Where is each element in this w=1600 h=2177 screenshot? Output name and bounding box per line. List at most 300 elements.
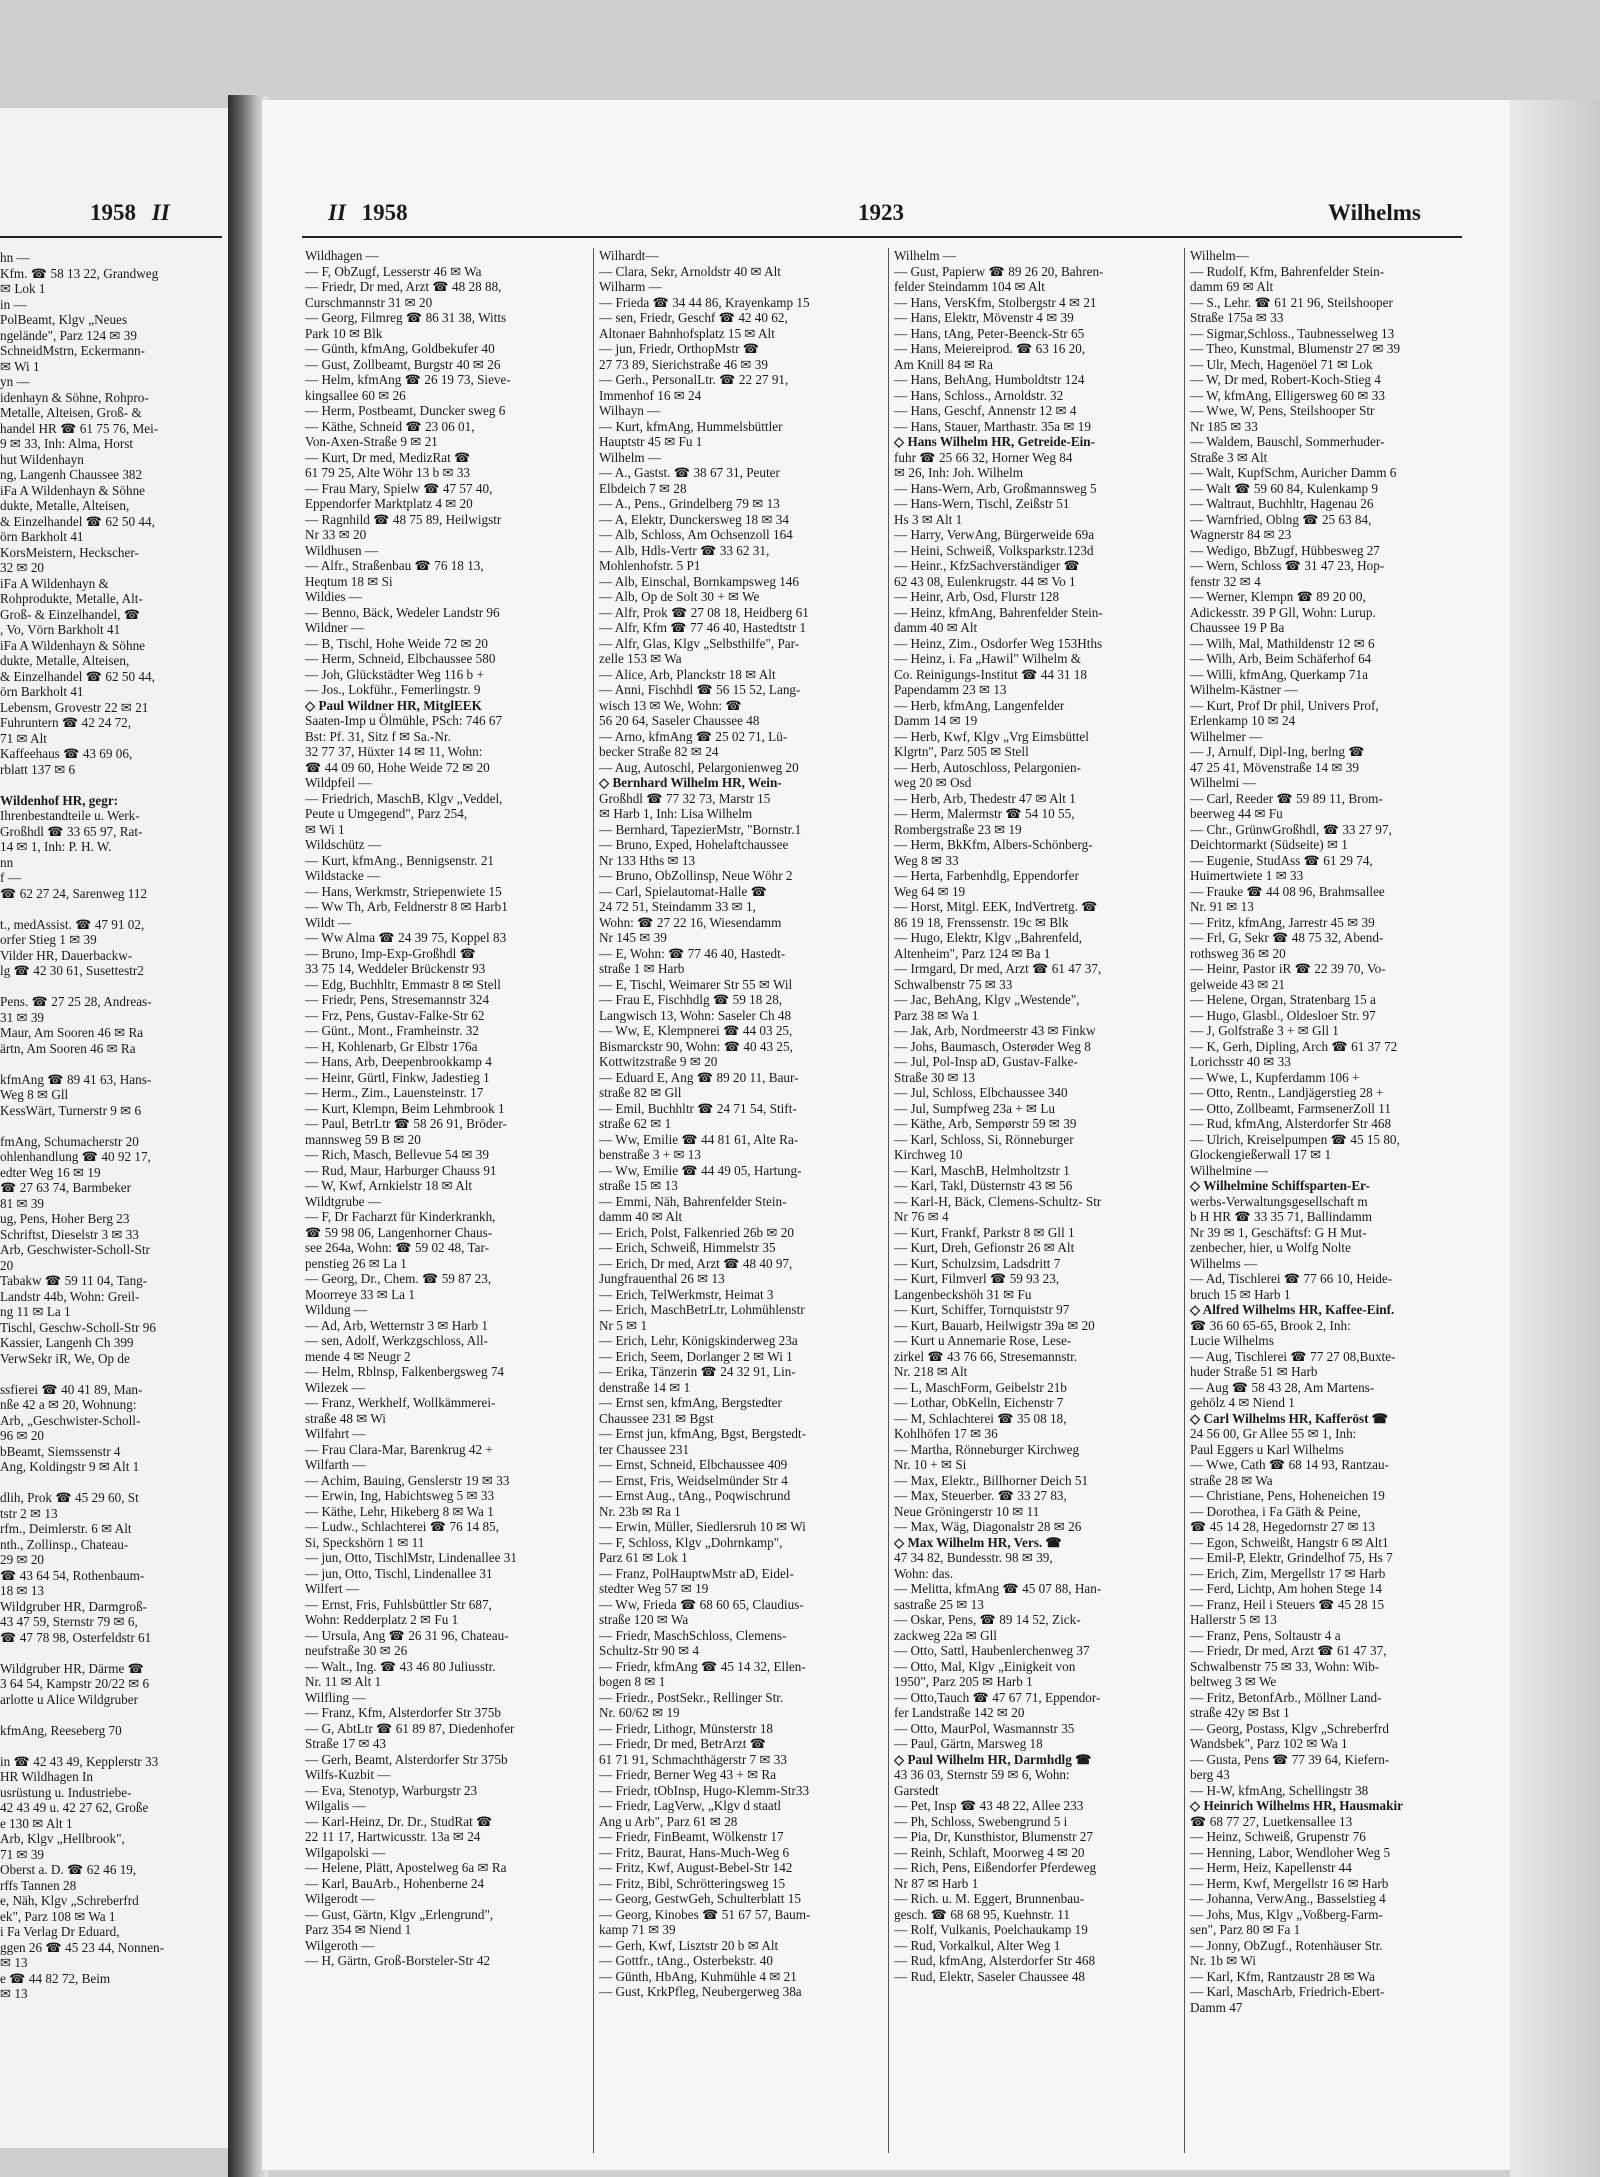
directory-entry-line: Wilhelm-Kästner — [1190,682,1298,697]
directory-entry-line: Straße 30 ✉ 13 [894,1069,976,1085]
directory-entry-line: — Eva, Stenotyp, Warburgstr 23 [305,1782,478,1798]
directory-entry-line: kfmAng ☎ 89 41 63, Hans- [0,1071,152,1087]
directory-entry-line: — Ulr, Mech, Hagenöel 71 ✉ Lok [1190,356,1373,372]
directory-entry-line: beltweg 3 ✉ We [1190,1674,1277,1689]
directory-entry-line: Arb, Geschwister-Scholl-Str [0,1242,150,1257]
directory-entry-line: — Sigmar,Schloss., Taubnesselweg 13 [1190,325,1395,341]
directory-entry-line: — Benno, Bäck, Wedeler Landstr 96 [305,604,500,620]
directory-entry-line: Jungfrauenthal 26 ✉ 13 [599,1271,725,1286]
directory-entry-line: — Kurt u Annemarie Rose, Lese- [894,1333,1072,1348]
directory-entry-line: ◇ Heinrich Wilhelms HR, Hausmakir [1190,1798,1403,1813]
directory-entry-line: 29 ✉ 20 [0,1552,45,1567]
directory-entry-line: b H HR ☎ 33 35 71, Ballindamm [1190,1209,1372,1224]
directory-entry-line: zelle 153 ✉ Wa [599,651,682,666]
directory-entry-line: — Käthe, Arb, Sempørstr 59 ✉ 39 [894,1116,1077,1131]
directory-entry-line [0,979,222,995]
directory-entry-line: — Gerh., PersonalLtr. ☎ 22 27 91, [599,372,789,387]
directory-entry-line: ☎ 36 60 65-65, Brook 2, Inh: [1190,1317,1351,1333]
directory-column-2 [599,248,883,2158]
directory-entry-line: — Walt, KupfSchm, Auricher Damm 6 [1190,465,1397,480]
directory-entry-line: Kfm. ☎ 58 13 22, Grandweg [0,265,159,281]
column-divider-1 [593,248,594,2153]
directory-entry-line: — Georg, Dr., Chem. ☎ 59 87 23, [305,1271,492,1286]
directory-entry-line [0,901,222,917]
directory-entry-line: — Helene, Organ, Stratenbarg 15 a [1190,992,1376,1007]
directory-entry-line: Glockengießerwall 17 ✉ 1 [1190,1147,1332,1162]
directory-entry-line: ✉ Wi 1 [0,358,40,374]
directory-entry-line: — Willi, kfmAng, Querkamp 71a [1190,666,1368,682]
directory-entry-line: 1950", Parz 205 ✉ Harb 1 [894,1674,1033,1689]
directory-entry-line: 96 ✉ 20 [0,1428,45,1443]
directory-entry-line: Wildenhof HR, gegr: [0,792,119,808]
directory-entry-line: — Egon, Schweißt, Hangstr 6 ✉ Alt1 [1190,1534,1389,1550]
directory-entry-line: Wilharm — [599,279,662,294]
directory-entry-line: straße 82 ✉ Gll [599,1085,682,1100]
directory-entry-line: rblatt 137 ✉ 6 [0,761,76,777]
directory-entry-line: Schwalbenstr 75 ✉ 33, Wohn: Wib- [1190,1658,1380,1674]
directory-entry-line: — Ww, Frieda ☎ 68 60 65, Claudius- [599,1596,804,1612]
directory-entry-line: — Georg, Kinobes ☎ 51 67 57, Baum- [599,1906,811,1922]
directory-entry-line: Bst: Pf. 31, Sitz f ✉ Sa.-Nr. [305,728,451,744]
directory-entry-line: Wilfahrt — [305,1426,366,1441]
directory-entry-line: — W, Dr med, Robert-Koch-Stieg 4 [1190,372,1381,387]
directory-entry-line: — Walt., Ing. ☎ 43 46 80 Juliusstr. [305,1658,496,1674]
directory-entry-line: rfm., Deimlerstr. 6 ✉ Alt [0,1521,132,1536]
directory-entry-line: 43 47 59, Sternstr 79 ✉ 6, [0,1614,138,1629]
directory-entry-line: dlih, Prok ☎ 45 29 60, St [0,1490,139,1505]
directory-entry-line: — Wwe, Cath ☎ 68 14 93, Rantzau- [1190,1457,1389,1472]
directory-entry-line: ◇ Hans Wilhelm HR, Getreide-Ein- [894,434,1095,449]
directory-entry-line: — Otto, Sattl, Haubenlerchenweg 37 [894,1643,1090,1658]
directory-entry-line: — Friedr, tObInsp, Hugo-Klemm-Str33 [599,1782,810,1798]
directory-entry-line: f — [0,870,21,885]
directory-entry-line: — Alb, Hdls-Vertr ☎ 33 62 31, [599,542,770,558]
directory-entry-line: Wilhelm — [599,449,662,465]
directory-entry-line: Tabakw ☎ 59 11 04, Tang- [0,1273,148,1288]
directory-entry-line: — Rich, Pens, Eißendorfer Pferdeweg [894,1860,1097,1875]
directory-entry-line: — Alb, Op de Solt 30 + ✉ We [599,589,760,604]
directory-entry-line: — Jac, BehAng, Klgv „Westende", [894,992,1080,1007]
directory-entry-line: straße 15 ✉ 13 [599,1178,678,1193]
directory-entry-line [0,1645,222,1661]
directory-entry-line: — jun, Otto, TischlMstr, Lindenallee 31 [305,1550,517,1565]
directory-entry-line: — Heinz, kfmAng, Bahrenfelder Stein- [894,604,1103,620]
directory-entry-line: Wohn: ☎ 27 22 16, Wiesendamm [599,914,782,930]
directory-entry-line: — Wwe, L, Kupferdamm 106 + [1190,1069,1360,1085]
directory-entry-line: 9 ✉ 33, Inh: Alma, Horst [0,436,134,451]
directory-entry-line: beerweg 44 ✉ Fu [1190,806,1283,821]
directory-entry-line: Wildstacke — [305,868,381,883]
directory-entry-line: Hauptstr 45 ✉ Fu 1 [599,434,703,449]
directory-entry-line: — Alfr, Glas, Klgv „Selbsthilfe", Par- [599,635,800,651]
directory-entry-line: weg 20 ✉ Osd [894,775,972,790]
left-page [0,108,228,2148]
directory-entry-line: Wildies — [305,589,362,604]
directory-entry-line: — Rud, Vorkalkul, Alter Weg 1 [894,1937,1061,1953]
directory-entry-line: Rombergstraße 23 ✉ 19 [894,821,1022,837]
directory-entry-line: Klgrtn", Parz 505 ✉ Stell [894,744,1029,759]
directory-entry-line: e 130 ✉ Alt 1 [0,1815,73,1831]
directory-entry-line: bBeamt, Siemssenstr 4 [0,1443,121,1459]
directory-entry-line: — Otto, Rentn., Landjägerstieg 28 + [1190,1085,1384,1100]
directory-entry-line [0,1056,222,1072]
directory-entry-line: Wildgruber HR, Därme ☎ [0,1660,145,1676]
directory-entry-line: — W, kfmAng, Elligersweg 60 ✉ 33 [1190,387,1385,403]
right-header-part: II [328,200,346,225]
directory-entry-line: — Herm., Zim., Lauensteinstr. 17 [305,1085,484,1100]
directory-entry-line: — Ulrich, Kreiselpumpen ☎ 45 15 80, [1190,1131,1400,1147]
directory-entry-line: — Christiane, Pens, Hoheneichen 19 [1190,1488,1385,1503]
directory-entry-line: Nr 5 ✉ 1 [599,1317,648,1333]
directory-entry-line: damm 40 ✉ Alt [894,620,978,635]
directory-entry-line: — Georg, Postass, Klgv „Schreberfrd [1190,1720,1389,1736]
directory-entry-line: — Karl, MaschArb, Friedrich-Ebert- [1190,1984,1385,1999]
directory-entry-line: lg ☎ 42 30 61, Susettestr2 [0,963,144,978]
directory-entry-line: — Kurt, Prof Dr phil, Univers Prof, [1190,697,1379,713]
directory-entry-line: Von-Axen-Straße 9 ✉ 21 [305,434,438,449]
directory-entry-line: — F, Schloss, Klgv „Dohrnkamp", [599,1534,783,1550]
directory-entry-line: 32 ✉ 20 [0,560,45,575]
directory-entry-line: — Ernst, Schneid, Elbchaussee 409 [599,1457,788,1472]
directory-entry-line: — Erich, Lehr, Königskinderweg 23a [599,1333,798,1348]
directory-entry-line: Wohn: das. [894,1565,954,1581]
directory-entry-line: — Bernhard, TapezierMstr, "Bornstr.1 [599,821,802,837]
directory-entry-line: Peute u Umgegend", Parz 254, [305,806,468,821]
directory-entry-line: Wilfs-Kuzbit — [305,1767,391,1782]
directory-entry-line: — Clara, Sekr, Arnoldstr 40 ✉ Alt [599,263,781,279]
directory-entry-line: 14 ✉ 1, Inh: P. H. W. [0,839,112,854]
directory-entry-line: — Hans, BehAng, Humboldtstr 124 [894,372,1085,387]
directory-entry-line: — Werner, Klempn ☎ 89 20 00, [1190,589,1366,604]
directory-entry-line: mannsweg 59 B ✉ 20 [305,1131,421,1147]
directory-entry-line: — Herm, BkKfm, Albers-Schönberg- [894,837,1093,852]
directory-entry-line: — Erwin, Ing, Habichtsweg 5 ✉ 33 [305,1488,495,1503]
directory-entry-line: — Ph, Schloss, Swebengrund 5 i [894,1813,1068,1829]
directory-entry-line: Park 10 ✉ Blk [305,325,383,341]
directory-entry-line: — Paul, BetrLtr ☎ 58 26 91, Bröder- [305,1116,507,1131]
directory-entry-line: iFa A Wildenhayn & Söhne [0,482,146,498]
directory-entry-line: ggen 26 ☎ 45 23 44, Nonnen- [0,1939,165,1955]
directory-entry-line: iFa A Wildenhayn & Söhne [0,637,146,653]
directory-entry-line: Wildschütz — [305,837,382,852]
directory-entry-line: nn [0,854,14,870]
directory-entry-line: Wohn: Redderplatz 2 ✉ Fu 1 [305,1612,459,1627]
directory-entry-line: Wildhagen — [305,248,379,263]
directory-entry-line: — Alb, Einschal, Bornkampsweg 146 [599,573,799,589]
directory-entry-line: — Kurt, Dreh, Gefionstr 26 ✉ Alt [894,1240,1075,1255]
directory-entry-line: — Otto, Mal, Klgv „Einigkeit von [894,1658,1076,1674]
directory-entry-line: in — [0,296,27,312]
directory-entry-line: 56 20 64, Saseler Chaussee 48 [599,713,760,728]
directory-entry-line: — Aug ☎ 58 43 28, Am Martens- [1190,1379,1375,1395]
directory-entry-line: — Emil-P, Elektr, Grindelhof 75, Hs 7 [1190,1550,1393,1565]
directory-entry-line: — B, Tischl, Hohe Weide 72 ✉ 20 [305,635,489,651]
directory-entry-line: Mohlenhofstr. 5 P1 [599,558,701,573]
directory-entry-line: — Wern, Schloss ☎ 31 47 23, Hop- [1190,558,1385,573]
directory-entry-line: — Friedr, Berner Weg 43 + ✉ Ra [599,1767,777,1782]
directory-entry-line: — Karl, Kfm, Rantzaustr 28 ✉ Wa [1190,1968,1375,1984]
directory-entry-line: — Max, Elektr., Billhorner Deich 51 [894,1472,1089,1488]
directory-entry-line: Nr. 60/62 ✉ 19 [599,1705,680,1720]
directory-entry-line: — Georg, Filmreg ☎ 86 31 38, Witts [305,310,507,325]
directory-entry-line: Metalle, Alteisen, Groß- & [0,405,142,420]
directory-entry-line: Wilezek — [305,1379,365,1395]
directory-entry-line: fmAng, Schumacherstr 20 [0,1133,139,1149]
directory-entry-line: — Hans-Wern, Arb, Großmannsweg 5 [894,480,1097,496]
directory-entry-line: — Ernst, Fris, Weidselmünder Str 4 [599,1472,788,1488]
directory-entry-line: Vilder HR, Dauerbackw- [0,947,133,963]
directory-entry-line: & Einzelhandel ☎ 62 50 44, [0,513,155,529]
directory-entry-line: — Friedr, LagVerw, „Klgv d staatl [599,1798,782,1813]
directory-entry-line: — Wilh, Arb, Beim Schäferhof 64 [1190,651,1372,666]
directory-entry-line: — Hans, Stauer, Marthastr. 35a ✉ 19 [894,418,1091,434]
directory-entry-line: — Franz, Werkhelf, Wollkämmerei- [305,1395,496,1410]
directory-entry-line: Landstr 44b, Wohn: Greil- [0,1288,140,1304]
directory-entry-line: Hs 3 ✉ Alt 1 [894,511,963,527]
directory-entry-line: — Ursula, Ang ☎ 26 31 96, Chateau- [305,1627,509,1643]
directory-entry-line: — Aug, Tischlerei ☎ 77 27 08,Buxte- [1190,1348,1396,1364]
directory-entry-line: — Rudolf, Kfm, Bahrenfelder Stein- [1190,263,1385,279]
directory-entry-line: — Karl, BauArb., Hohenberne 24 [305,1875,485,1891]
directory-entry-line: zenbecher, hier, u Wolfg Nolte [1190,1240,1351,1255]
directory-entry-line: — Hans-Wern, Tischl, Zeißstr 51 [894,496,1070,511]
directory-entry-line: — Gust, Papierw ☎ 89 26 20, Bahren- [894,263,1104,279]
directory-entry-line: 33 75 14, Weddeler Brückenstr 93 [305,961,486,976]
directory-entry-line: Damm 14 ✉ 19 [894,713,978,728]
directory-entry-line: Garstedt [894,1782,939,1798]
directory-entry-line: — Jul, Schloss, Elbchaussee 340 [894,1085,1068,1100]
directory-entry-line: ☎ 45 14 28, Hegedornstr 27 ✉ 13 [1190,1519,1375,1534]
directory-entry-line: damm 40 ✉ Alt [599,1209,683,1224]
directory-entry-line: i Fa Verlag Dr Eduard, [0,1924,120,1939]
directory-entry-line: hn — [0,250,30,265]
directory-entry-line: Wilgapolski — [305,1844,386,1860]
directory-entry-line: Weg 64 ✉ 19 [894,883,966,899]
directory-entry-line: ug, Pens, Hoher Berg 23 [0,1211,130,1226]
directory-entry-line: — Erich, MaschBetrLtr, Lohmühlenstr [599,1302,805,1317]
directory-entry-line: ✉ Harb 1, Inh: Lisa Wilhelm [599,806,753,821]
directory-entry-line: Wilfarth — [305,1457,366,1472]
directory-entry-line: — Pia, Dr, Kunsthistor, Blumenstr 27 [894,1829,1093,1844]
directory-entry-line: 24 56 00, Gr Allee 55 ✉ 1, Inh: [1190,1426,1357,1441]
directory-entry-line: — Eduard E, Ang ☎ 89 20 11, Baur- [599,1069,799,1085]
directory-entry-line: — Jos., Lokführ., Femerlingstr. 9 [305,682,481,697]
directory-entry-line: — Herta, Farbenhdlg, Eppendorfer [894,868,1079,883]
directory-entry-line: Nr 39 ✉ 1, Geschäftsf: G H Mut- [1190,1224,1367,1240]
directory-entry-line: — Fritz, kfmAng, Jarrestr 45 ✉ 39 [1190,914,1375,930]
directory-entry-line: — Karl-Heinz, Dr. Dr., StudRat ☎ [305,1813,493,1829]
directory-entry-line: — Käthe, Schneid ☎ 23 06 01, [305,418,475,434]
directory-entry-line: — Horst, Mitgl. EEK, IndVertretg. ☎ [894,899,1098,914]
directory-entry-line: HR Wildhagen In [0,1769,93,1784]
directory-entry-line: ✉ 13 [0,1986,28,2001]
directory-entry-line: 47 34 82, Bundesstr. 98 ✉ 39, [894,1550,1053,1565]
directory-entry-line: — Johs, Baumasch, Osterøder Weg 8 [894,1038,1091,1054]
directory-entry-line: — K, Gerh, Dipling, Arch ☎ 61 37 72 [1190,1038,1398,1054]
directory-entry-line: — Otto,Tauch ☎ 47 67 71, Eppendor- [894,1689,1101,1705]
directory-entry-line: — Fritz, Kwf, August-Bebel-Str 142 [599,1860,793,1875]
directory-entry-line: Nr 76 ✉ 4 [894,1209,949,1224]
directory-entry-line: — Kurt, Frankf, Parkstr 8 ✉ Gll 1 [894,1224,1075,1240]
directory-entry-line: — Rud, kfmAng, Alsterdorfer Str 468 [1190,1116,1392,1131]
directory-entry-line: Nr. 10 + ✉ Si [894,1457,967,1472]
directory-entry-line: — jun, Otto, Tischl, Lindenallee 31 [305,1565,493,1581]
directory-entry-line: 20 [0,1257,14,1273]
directory-entry-line: sastraße 25 ✉ 13 [894,1596,984,1612]
directory-entry-line: — G, AbtLtr ☎ 61 89 87, Diedenhofer [305,1720,515,1736]
directory-entry-line: Kirchweg 10 [894,1147,963,1162]
directory-entry-line: — Martha, Rönneburger Kirchweg [894,1441,1080,1457]
directory-entry-line: — Frieda ☎ 34 44 86, Krayenkamp 15 [599,294,810,310]
directory-entry-line: usrüstung u. Industriebe- [0,1784,132,1800]
column-divider-3 [1184,248,1185,2153]
directory-entry-line: — Hans, Geschf, Annenstr 12 ✉ 4 [894,403,1077,418]
directory-entry-line: ✉ 13 [0,1955,28,1970]
directory-entry-line: Weg 8 ✉ 33 [894,852,959,868]
directory-entry-line: neufstraße 30 ✉ 26 [305,1643,408,1658]
directory-entry-line: fer Landstraße 142 ✉ 20 [894,1705,1025,1720]
directory-entry-line: — Alfr, Kfm ☎ 77 46 40, Hastedtstr 1 [599,620,807,635]
directory-entry-line: — Karl-H, Bäck, Clemens-Schultz- Str [894,1193,1102,1209]
directory-entry-line: — Friedr, Lithogr, Münsterstr 18 [599,1720,774,1736]
directory-entry-line: straße 48 ✉ Wi [305,1410,386,1426]
directory-entry-line: straße 62 ✉ 1 [599,1116,672,1131]
directory-entry-line: Altonaer Bahnhofsplatz 15 ✉ Alt [599,325,775,341]
directory-entry-line: Nr. 91 ✉ 13 [1190,899,1254,914]
directory-entry-line: — Bruno, ObZollinsp, Neue Wöhr 2 [599,868,793,883]
directory-entry-line: Si, Speckshörn 1 ✉ 11 [305,1534,425,1550]
directory-entry-line: — Kurt, Schulzsim, Ladsdritt 7 [894,1255,1061,1271]
directory-entry-line: Nr 185 ✉ 33 [1190,418,1258,434]
directory-entry-line: Damm 47 [1190,1999,1243,2015]
directory-entry-line: Wilhelm — [894,248,957,263]
directory-entry-line: — Bruno, Imp-Exp-Großhdl ☎ [305,945,476,961]
directory-entry-line: ✉ Lok 1 [0,281,46,296]
directory-entry-line: Kohlhöfen 17 ✉ 36 [894,1426,998,1441]
directory-entry-line: ärtn, Am Sooren 46 ✉ Ra [0,1040,136,1056]
directory-entry-line: — Alfr, Prok ☎ 27 08 18, Heidberg 61 [599,604,809,620]
directory-entry-line: mende 4 ✉ Neugr 2 [305,1348,411,1364]
directory-entry-line: Wilgalis — [305,1798,366,1813]
directory-entry-line: — Rich, Masch, Bellevue 54 ✉ 39 [305,1147,489,1162]
directory-entry-line: Chaussee 19 P Ba [1190,620,1285,635]
directory-entry-line: 86 19 18, Frenssenstr. 19c ✉ Blk [894,914,1069,930]
directory-entry-line: — Friedr, kfmAng ☎ 45 14 32, Ellen- [599,1658,806,1674]
directory-entry-line: — J, Arnulf, Dipl-Ing, berlng ☎ [1190,744,1365,759]
directory-entry-line: — J, Golfstraße 3 + ✉ Gll 1 [1190,1023,1339,1038]
directory-entry-line: straße 120 ✉ Wa [599,1612,689,1627]
directory-entry-line: — Helm, kfmAng ☎ 26 19 73, Sieve- [305,372,511,387]
directory-entry-line: Neue Gröningerstr 10 ✉ 11 [894,1503,1040,1519]
directory-entry-line: — Frz, Pens, Gustav-Falke-Str 62 [305,1007,485,1023]
directory-entry-line: e, Näh, Klgv „Schreberfrd [0,1893,139,1908]
directory-entry-line: — Jak, Arb, Nordmeerstr 43 ✉ Finkw [894,1023,1096,1038]
directory-entry-line: ◇ Paul Wildner HR, MitglEEK [305,697,482,713]
directory-entry-line: denstraße 14 ✉ 1 [599,1379,691,1395]
directory-entry-line: — Rud, kfmAng, Alsterdorfer Str 468 [894,1953,1096,1968]
directory-entry-line: — Gust, Gärtn, Klgv „Erlengrund", [305,1906,494,1922]
directory-entry-line: in ☎ 42 43 49, Kepplerstr 33 [0,1753,159,1769]
directory-entry-line: — Erich, Zim, Mergellstr 17 ✉ Harb [1190,1565,1386,1581]
directory-entry-line: Wilhelmi — [1190,775,1256,790]
directory-entry-line: 61 79 25, Alte Wöhr 13 b ✉ 33 [305,465,471,480]
directory-entry-line: — Gottfr., tAng., Osterbekstr. 40 [599,1953,773,1968]
directory-entry-line: werbs-Verwaltungsgesellschaft m [1190,1193,1368,1209]
directory-entry-line: — Günth, HbAng, Kuhmühle 4 ✉ 21 [599,1968,797,1984]
directory-entry-line: Nr. 1b ✉ Wi [1190,1953,1256,1968]
left-header-rule [0,236,222,238]
directory-entry-line: — Gust, Zollbeamt, Burgstr 40 ✉ 26 [305,356,501,372]
directory-entry-line: Schriftst, Dieselstr 3 ✉ 33 [0,1226,139,1242]
directory-entry-line: — Heinr, Arb, Osd, Flurstr 128 [894,589,1060,604]
directory-entry-line: — Waldem, Bauschl, Sommerhuder- [1190,434,1385,449]
directory-entry-line: — Kurt, Dr med, MedizRat ☎ [305,449,471,465]
directory-entry-line: Papendamm 23 ✉ 13 [894,682,1007,697]
directory-entry-line: rffs Tannen 28 [0,1877,77,1893]
directory-entry-line: — Karl, Takl, Düsternstr 43 ✉ 56 [894,1178,1073,1193]
directory-entry-line: ngelände", Parz 124 ✉ 39 [0,327,137,343]
directory-entry-line: — Max, Steuerber. ☎ 33 27 83, [894,1488,1067,1503]
directory-entry-line: Nr. 218 ✉ Alt [894,1364,968,1379]
directory-entry-line: — Ww Alma ☎ 24 39 75, Koppel 83 [305,930,507,945]
directory-entry-line: — Frauke ☎ 44 08 96, Brahmsallee [1190,883,1385,899]
directory-entry-line [0,1475,222,1491]
directory-entry-line: ssfierei ☎ 40 41 89, Man- [0,1381,143,1397]
directory-entry-line: nße 42 a ✉ 20, Wohnung: [0,1397,137,1412]
directory-entry-line: — Karl, Schloss, Si, Rönneburger [894,1131,1074,1147]
right-page [262,100,1510,2170]
directory-entry-line: — Ernst jun, kfmAng, Bgst, Bergstedt- [599,1426,807,1441]
directory-entry-line: — Käthe, Lehr, Hikeberg 8 ✉ Wa 1 [305,1503,494,1519]
left-page-column [0,250,222,2140]
directory-entry-line: — Ernst Aug., tAng., Poqwischrund [599,1488,791,1503]
directory-entry-line: ◇ Carl Wilhelms HR, Kafferöst ☎ [1190,1410,1389,1426]
directory-entry-line: — Jul, Pol-Insp aD, Gustav-Falke- [894,1054,1078,1069]
directory-entry-line: — Theo, Kunstmal, Blumenstr 27 ✉ 39 [1190,341,1401,356]
directory-entry-line: straße 1 ✉ Harb [599,961,685,976]
directory-entry-line: 31 ✉ 39 [0,1009,45,1025]
directory-entry-line: handel HR ☎ 61 75 76, Mei- [0,420,159,436]
directory-column-3 [894,248,1178,2158]
directory-entry-line: 24 72 51, Steindamm 33 ✉ 1, [599,899,756,914]
directory-entry-line: — Arno, kfmAng ☎ 25 02 71, Lü- [599,728,788,744]
directory-entry-line: 22 11 17, Hartwicusstr. 13a ✉ 24 [305,1829,481,1844]
directory-entry-line: Langenbeckshöh 31 ✉ Fu [894,1286,1032,1302]
directory-entry-line: Wandsbek", Parz 102 ✉ Wa 1 [1190,1736,1348,1751]
directory-entry-line: — Erich, Seem, Dorlanger 2 ✉ Wi 1 [599,1348,793,1364]
directory-entry-line: t., medAssist. ☎ 47 91 02, [0,916,145,932]
directory-entry-line: see 264a, Wohn: ☎ 59 02 48, Tar- [305,1240,489,1255]
directory-entry-line: — Helene, Plätt, Apostelweg 6a ✉ Ra [305,1860,507,1875]
directory-entry-line: — Ernst sen, kfmAng, Bergstedter [599,1395,782,1410]
directory-entry-line: & Einzelhandel ☎ 62 50 44, [0,668,155,684]
directory-entry-line: — Hans, tAng, Peter-Beenck-Str 65 [894,325,1085,341]
directory-entry-line: — Rolf, Vulkanis, Poelchaukamp 19 [894,1922,1088,1937]
directory-entry-line: 3 64 54, Kampstr 20/22 ✉ 6 [0,1676,150,1691]
directory-entry-line: Lebensm, Grovestr 22 ✉ 21 [0,699,149,715]
directory-entry-line: 43 36 03, Sternstr 59 ✉ 6, Wohn: [894,1767,1070,1782]
directory-entry-line: — F, ObZugf, Lesserstr 46 ✉ Wa [305,263,482,279]
directory-entry-line: — Herm, Kwf, Mergellstr 16 ✉ Harb [1190,1875,1389,1891]
directory-entry-line: Immenhof 16 ✉ 24 [599,387,702,403]
directory-entry-line [0,1366,222,1382]
directory-entry-line: — Max, Wäg, Diagonalstr 28 ✉ 26 [894,1519,1082,1534]
directory-entry-line: Straße 175a ✉ 33 [1190,310,1284,325]
directory-entry-line: — Fritz, Bibl, Schrötteringsweg 15 [599,1875,786,1891]
directory-entry-line: — Erika, Tänzerin ☎ 24 32 91, Lin- [599,1364,796,1379]
directory-entry-line: — Friedr, Pens, Stresemannstr 324 [305,992,490,1007]
directory-entry-line: Adickesstr. 39 P Gll, Wohn: Lurup. [1190,604,1376,620]
